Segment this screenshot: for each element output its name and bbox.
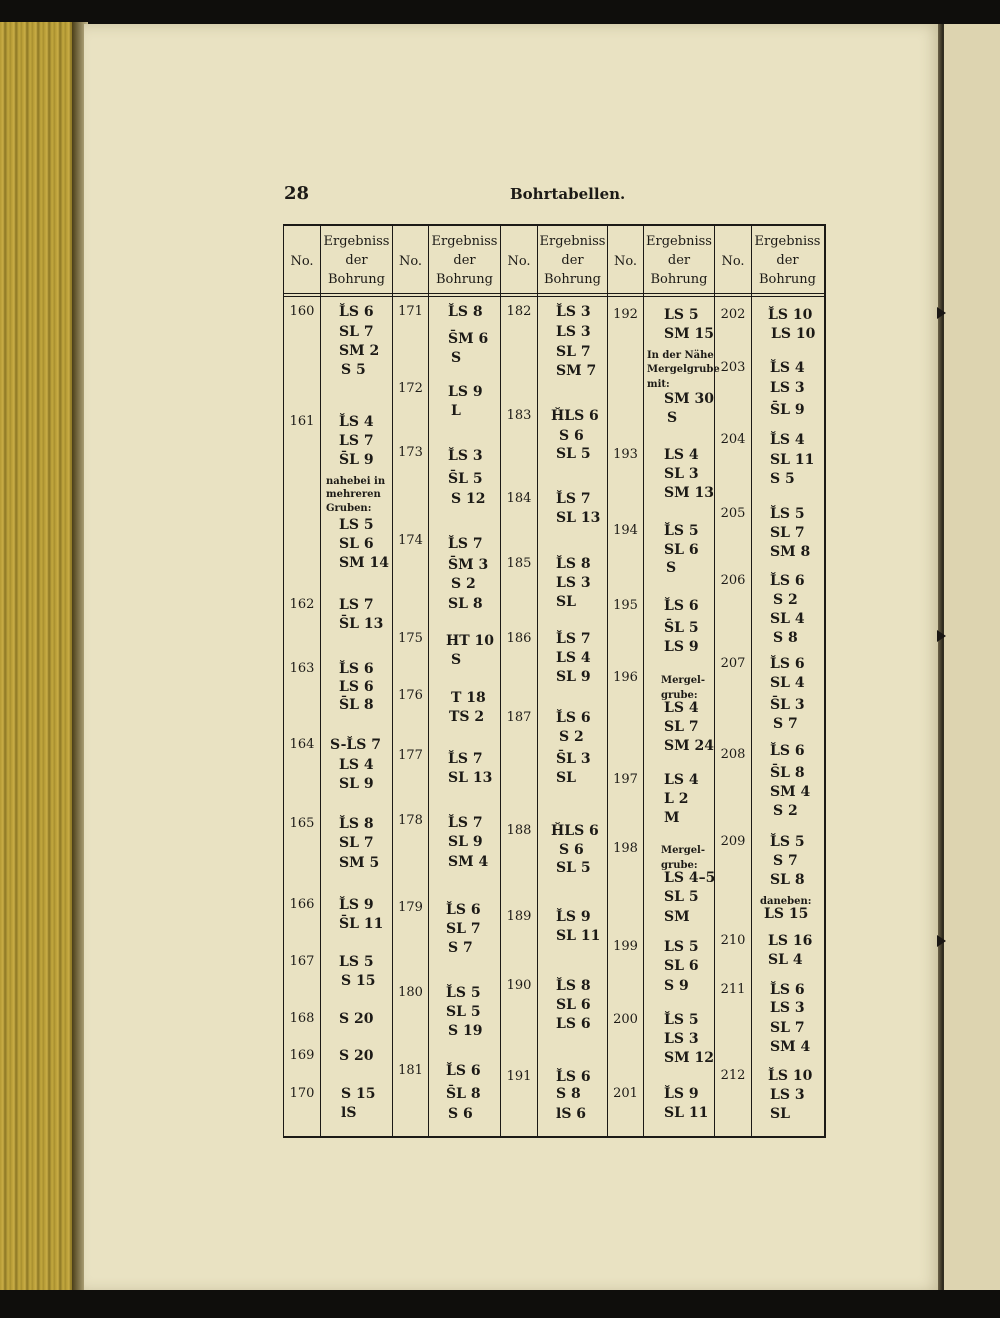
bohr-entry: SM	[664, 909, 690, 925]
bohr-entry: S̄L 3	[770, 697, 805, 713]
tab-marker	[937, 630, 946, 642]
bohr-entry: S̄L 11	[339, 916, 384, 932]
row-number: 194	[613, 523, 638, 538]
header-ergebniss: der	[345, 253, 368, 268]
bohr-entry: L̆S 7	[448, 815, 483, 831]
bohr-entry: S̄M 3	[448, 557, 489, 573]
header-no: No.	[290, 254, 314, 269]
bohr-entry: L̆S 4	[770, 432, 805, 448]
row-number: 203	[720, 360, 746, 375]
header-ergebniss: der	[776, 253, 799, 268]
bohr-entry: S 2	[559, 729, 584, 745]
bohr-entry: LS 4	[664, 772, 699, 788]
bohr-entry: L̆S 9	[339, 897, 374, 913]
bohr-entry: SL 5	[664, 889, 699, 905]
bohr-entry: SL 6	[664, 542, 699, 558]
bohr-entry: SM 2	[339, 343, 380, 359]
entry-note: grube:	[661, 860, 698, 871]
bohr-entry: LS 3	[770, 1000, 805, 1016]
bohr-entry: LS 6	[556, 1016, 591, 1032]
row-number: 202	[720, 307, 746, 322]
row-number: 198	[613, 841, 638, 856]
bohr-entry: SL 11	[664, 1105, 709, 1121]
column-divider	[537, 224, 538, 1136]
row-number: 167	[289, 954, 315, 969]
bohr-entry: TS 2	[449, 709, 485, 725]
header-ergebniss: Bohrung	[758, 272, 817, 287]
bohr-entry: L̆S 8	[556, 978, 591, 994]
row-number: 196	[613, 670, 638, 685]
row-number: 166	[289, 897, 315, 912]
header-rule	[283, 293, 824, 294]
header-ergebniss: Bohrung	[435, 272, 494, 287]
row-number: 193	[613, 447, 638, 462]
row-number: 210	[720, 933, 746, 948]
bohr-entry: L̆S 5	[446, 985, 481, 1001]
bohr-entry: L̆S 5	[770, 506, 805, 522]
page-title: Bohrtabellen.	[510, 185, 626, 203]
bohr-entry: SM 15	[664, 326, 714, 342]
bohr-entry: LS 4	[664, 700, 699, 716]
bohr-entry: SL 7	[556, 344, 591, 360]
bohr-entry: S̄L 5	[448, 471, 483, 487]
bohr-entry: lS 6	[556, 1106, 587, 1122]
column-divider	[428, 224, 429, 1136]
bohr-entry: HT 10	[446, 633, 495, 649]
bohr-entry: SM 7	[556, 363, 597, 379]
bohr-entry: L̆S 8	[448, 304, 483, 320]
bohr-entry: SL 5	[446, 1004, 481, 1020]
bohr-entry: SM 4	[770, 1039, 811, 1055]
bohr-entry: S 20	[339, 1011, 374, 1027]
bohr-entry: S 6	[559, 842, 584, 858]
bohr-entry: S 2	[451, 576, 476, 592]
bohr-entry: L̆S 7	[556, 491, 591, 507]
row-number: 192	[613, 307, 638, 322]
row-number: 179	[398, 900, 423, 915]
bohr-entry: S̄L 8	[770, 765, 805, 781]
bohr-entry: L̆S 5	[664, 523, 699, 539]
column-divider	[320, 224, 321, 1136]
row-number: 190	[506, 978, 532, 993]
row-number: 206	[720, 573, 746, 588]
bohr-entry: LS 5	[664, 939, 699, 955]
bohr-entry: S 6	[448, 1106, 473, 1122]
bohr-entry: S̄M 6	[448, 331, 489, 347]
bohr-entry: lS	[341, 1105, 357, 1121]
row-number: 185	[506, 556, 532, 571]
bohr-entry: S̄L 3	[556, 751, 591, 767]
bohr-entry: SL	[556, 594, 576, 610]
bohr-entry: LS 9	[664, 639, 699, 655]
bohr-entry: SL 6	[556, 997, 591, 1013]
bohr-entry: SL 9	[448, 834, 483, 850]
bohr-entry: S̄L 5	[664, 620, 699, 636]
row-number: 208	[720, 747, 746, 762]
bohr-entry: L̆S 6	[556, 710, 591, 726]
row-number: 175	[398, 631, 423, 646]
bohr-entry: SL 4	[768, 952, 803, 968]
header-ergebniss: der	[561, 253, 584, 268]
row-number: 169	[289, 1048, 315, 1063]
bohr-entry: L̆S 6	[446, 902, 481, 918]
bohr-entry: L̆S 6	[770, 743, 805, 759]
bohr-entry: LS 3	[664, 1031, 699, 1047]
bohr-entry: SM 13	[664, 485, 714, 501]
bohr-entry: S 2	[773, 803, 798, 819]
bohr-entry: LS 7	[339, 597, 374, 613]
bohr-entry: L̆S 10	[768, 1068, 813, 1084]
header-no: No.	[507, 254, 531, 269]
bohr-entry: L̆S 6	[664, 598, 699, 614]
row-number: 171	[398, 304, 423, 319]
entry-note: Mergelgrube	[647, 364, 720, 375]
row-number: 212	[720, 1068, 746, 1083]
bohr-entry: H̆LS 6	[551, 823, 599, 839]
row-number: 199	[613, 939, 638, 954]
header-ergebniss: Bohrung	[543, 272, 602, 287]
bohr-entry: L̆S 7	[448, 536, 483, 552]
bohr-entry: L̆S 8	[556, 556, 591, 572]
header-ergebniss: der	[453, 253, 476, 268]
bohr-entry: SL 4	[770, 675, 805, 691]
bohr-entry: S 5	[770, 471, 795, 487]
bohr-entry: L	[451, 403, 461, 419]
bohr-entry: SL 7	[770, 1020, 805, 1036]
bohr-entry: SM 4	[770, 784, 811, 800]
bohr-entry: S 7	[773, 716, 798, 732]
header-no: No.	[613, 254, 638, 269]
bohr-entry: S 12	[451, 491, 486, 507]
bohr-entry: T 18	[451, 690, 486, 706]
bohr-entry: L̆S 7	[448, 751, 483, 767]
bohr-entry: S 6	[559, 428, 584, 444]
bohr-entry: LS 4–5	[664, 870, 716, 886]
entry-note: Mergel-	[661, 845, 706, 856]
tab-marker	[937, 307, 946, 319]
header-no: No.	[721, 254, 745, 269]
entry-note: nahebei in	[326, 476, 386, 487]
bohr-entry: S̄L 13	[339, 616, 384, 632]
bohr-entry: LS 4	[339, 757, 374, 773]
bohr-entry: L̆S 9	[556, 909, 591, 925]
bohr-entry: LS 6	[339, 679, 374, 695]
column-divider	[643, 224, 644, 1136]
bohr-entry: S̄L 8	[339, 697, 374, 713]
bohr-entry: LS 5	[664, 307, 699, 323]
bohr-entry: LS 3	[556, 324, 591, 340]
bohr-entry: S	[451, 350, 462, 366]
column-divider	[751, 224, 752, 1136]
bohr-entry: SL 9	[339, 776, 374, 792]
row-number: 183	[506, 408, 532, 423]
row-number: 182	[506, 304, 532, 319]
bohr-entry: SL 7	[446, 921, 481, 937]
bohr-entry: LS 4	[556, 650, 591, 666]
bohr-entry: S 20	[339, 1048, 374, 1064]
bohr-entry: L̆S 6	[770, 656, 805, 672]
page-number: 28	[284, 183, 310, 204]
bohr-entry: S 9	[664, 978, 689, 994]
header-ergebniss: Ergebniss	[323, 234, 390, 249]
row-number: 168	[289, 1011, 315, 1026]
facing-page-edge	[944, 24, 1000, 1292]
bohr-entry: L̆S 6	[770, 982, 805, 998]
row-number: 209	[720, 834, 746, 849]
bohr-entry: SM 14	[339, 555, 389, 571]
header-ergebniss: Ergebniss	[539, 234, 606, 249]
row-number: 160	[289, 304, 315, 319]
bohr-entry: LS 4	[664, 447, 699, 463]
book-spine	[0, 22, 80, 1294]
bohr-entry: SM 5	[339, 855, 380, 871]
tab-marker	[937, 935, 946, 947]
bohr-entry: SL 5	[556, 860, 591, 876]
row-number: 207	[720, 656, 746, 671]
bohr-entry: LS 15	[764, 906, 809, 922]
row-number: 189	[506, 909, 532, 924]
row-number: 184	[506, 491, 532, 506]
row-number: 177	[398, 748, 423, 763]
bohr-entry: L̆S 3	[448, 448, 483, 464]
scan-bottom-edge	[0, 1290, 1000, 1318]
row-number: 186	[506, 631, 532, 646]
row-number: 211	[720, 982, 746, 997]
bohr-entry: SM 4	[448, 854, 489, 870]
bohr-entry: SL 7	[339, 324, 374, 340]
bohr-entry: SL 6	[339, 536, 374, 552]
bohr-entry: SL 8	[770, 872, 805, 888]
bohr-entry: SL 11	[770, 452, 815, 468]
bohr-entry: L̆S 6	[556, 1069, 591, 1085]
bohr-entry: L̆S 5	[770, 834, 805, 850]
bohr-entry: SL 3	[664, 466, 699, 482]
row-number: 197	[613, 772, 638, 787]
bohr-entry: S̄L 9	[770, 402, 805, 418]
bohr-entry: SM 8	[770, 544, 811, 560]
bohr-entry: L 2	[664, 791, 689, 807]
bohr-entry: S 15	[341, 973, 376, 989]
bohr-entry: SM 30	[664, 391, 714, 407]
bohr-entry: L̆S 6	[770, 573, 805, 589]
bohr-entry: SL 13	[556, 510, 601, 526]
header-ergebniss: der	[667, 253, 691, 268]
row-number: 178	[398, 813, 423, 828]
header-ergebniss: Bohrung	[327, 272, 386, 287]
bohr-entry: L̆S 6	[339, 661, 374, 677]
bohr-entry: S̄L 8	[446, 1086, 481, 1102]
column-divider	[500, 224, 501, 1136]
bohr-entry: SL 7	[339, 835, 374, 851]
bohr-entry: S 7	[448, 940, 473, 956]
bohr-entry: S 19	[448, 1023, 483, 1039]
row-number: 191	[506, 1069, 532, 1084]
bohr-entry: LS 7	[339, 433, 374, 449]
header-rule	[283, 296, 824, 297]
bohr-entry: L̆S 6	[446, 1063, 481, 1079]
bohr-entry: SL 5	[556, 446, 591, 462]
entry-note: mit:	[647, 379, 670, 390]
bohr-entry: S 5	[341, 362, 366, 378]
bohr-entry: S 2	[773, 592, 798, 608]
bohr-entry: SM 12	[664, 1050, 714, 1066]
bohr-entry: L̆S 9	[664, 1086, 699, 1102]
bohr-entry: LS 5	[339, 517, 374, 533]
bohr-entry: L̆S 6	[339, 304, 374, 320]
entry-note: In der Nähe	[647, 350, 714, 361]
bohr-entry: L̆S 4	[770, 360, 805, 376]
bohr-entry: LS 9	[448, 384, 483, 400]
entry-note: Gruben:	[326, 503, 372, 514]
bohr-entry: SL 11	[556, 928, 601, 944]
bohr-entry: SL 9	[556, 669, 591, 685]
row-number: 204	[720, 432, 746, 447]
entry-note: grube:	[661, 690, 698, 701]
bohr-entry: S	[666, 560, 677, 576]
bohr-entry: M	[664, 810, 680, 826]
row-number: 205	[720, 506, 746, 521]
row-number: 200	[613, 1012, 638, 1027]
row-number: 181	[398, 1063, 423, 1078]
bohr-entry: LS 3	[770, 380, 805, 396]
bohr-entry: LS 10	[771, 326, 816, 342]
bohr-entry: LS 3	[556, 575, 591, 591]
bohr-entry: L̆S 4	[339, 414, 374, 430]
entry-note: daneben:	[760, 896, 812, 907]
bohr-entry: L̆S 7	[556, 631, 591, 647]
row-number: 163	[289, 661, 315, 676]
row-number: 170	[289, 1086, 315, 1101]
row-number: 201	[613, 1086, 638, 1101]
bohr-entry: L̆S 10	[768, 307, 813, 323]
row-number: 188	[506, 823, 532, 838]
bohr-entry: S̄L 9	[339, 452, 374, 468]
bohr-entry: L̆S 5	[664, 1012, 699, 1028]
entry-note: Mergel-	[661, 675, 706, 686]
header-ergebniss: Bohrung	[650, 272, 708, 287]
bohr-entry: LS 16	[768, 933, 813, 949]
row-number: 174	[398, 533, 423, 548]
bohr-entry: L̆S 3	[556, 304, 591, 320]
bohr-entry: LS 3	[770, 1087, 805, 1103]
bohr-entry: L̆S 8	[339, 816, 374, 832]
row-number: 195	[613, 598, 638, 613]
row-number: 164	[289, 737, 315, 752]
bohr-entry: S	[451, 652, 462, 668]
bohr-entry: SL	[770, 1106, 790, 1122]
header-ergebniss: Ergebniss	[431, 234, 498, 249]
header-no: No.	[398, 254, 423, 269]
bohr-entry: S	[667, 410, 678, 426]
bohr-entry: SL 7	[770, 525, 805, 541]
bohr-entry: SM 24	[664, 738, 714, 754]
bohr-entry: SL 7	[664, 719, 699, 735]
header-ergebniss: Ergebniss	[646, 234, 712, 249]
row-number: 176	[398, 688, 423, 703]
row-number: 172	[398, 381, 423, 396]
scan-top-edge	[0, 0, 1000, 26]
bohr-entry: S 8	[773, 630, 798, 646]
bohr-entry: S 7	[773, 853, 798, 869]
bohr-entry: S 8	[556, 1086, 581, 1102]
bohr-entry: SL 8	[448, 596, 483, 612]
row-number: 165	[289, 816, 315, 831]
entry-note: mehreren	[326, 489, 381, 500]
row-number: 180	[398, 985, 423, 1000]
bohr-entry: SL 13	[448, 770, 493, 786]
bohr-entry: SL	[556, 770, 576, 786]
row-number: 187	[506, 710, 532, 725]
bohr-entry: S-L̆S 7	[330, 737, 382, 753]
row-number: 161	[289, 414, 315, 429]
bohr-entry: LS 5	[339, 954, 374, 970]
bohr-entry: H̆LS 6	[551, 408, 599, 424]
row-number: 162	[289, 597, 315, 612]
row-number: 173	[398, 445, 423, 460]
bohr-entry: SL 6	[664, 958, 699, 974]
header-ergebniss: Ergebniss	[754, 234, 821, 249]
bohr-entry: SL 4	[770, 611, 805, 627]
bohr-entry: S 15	[341, 1086, 376, 1102]
